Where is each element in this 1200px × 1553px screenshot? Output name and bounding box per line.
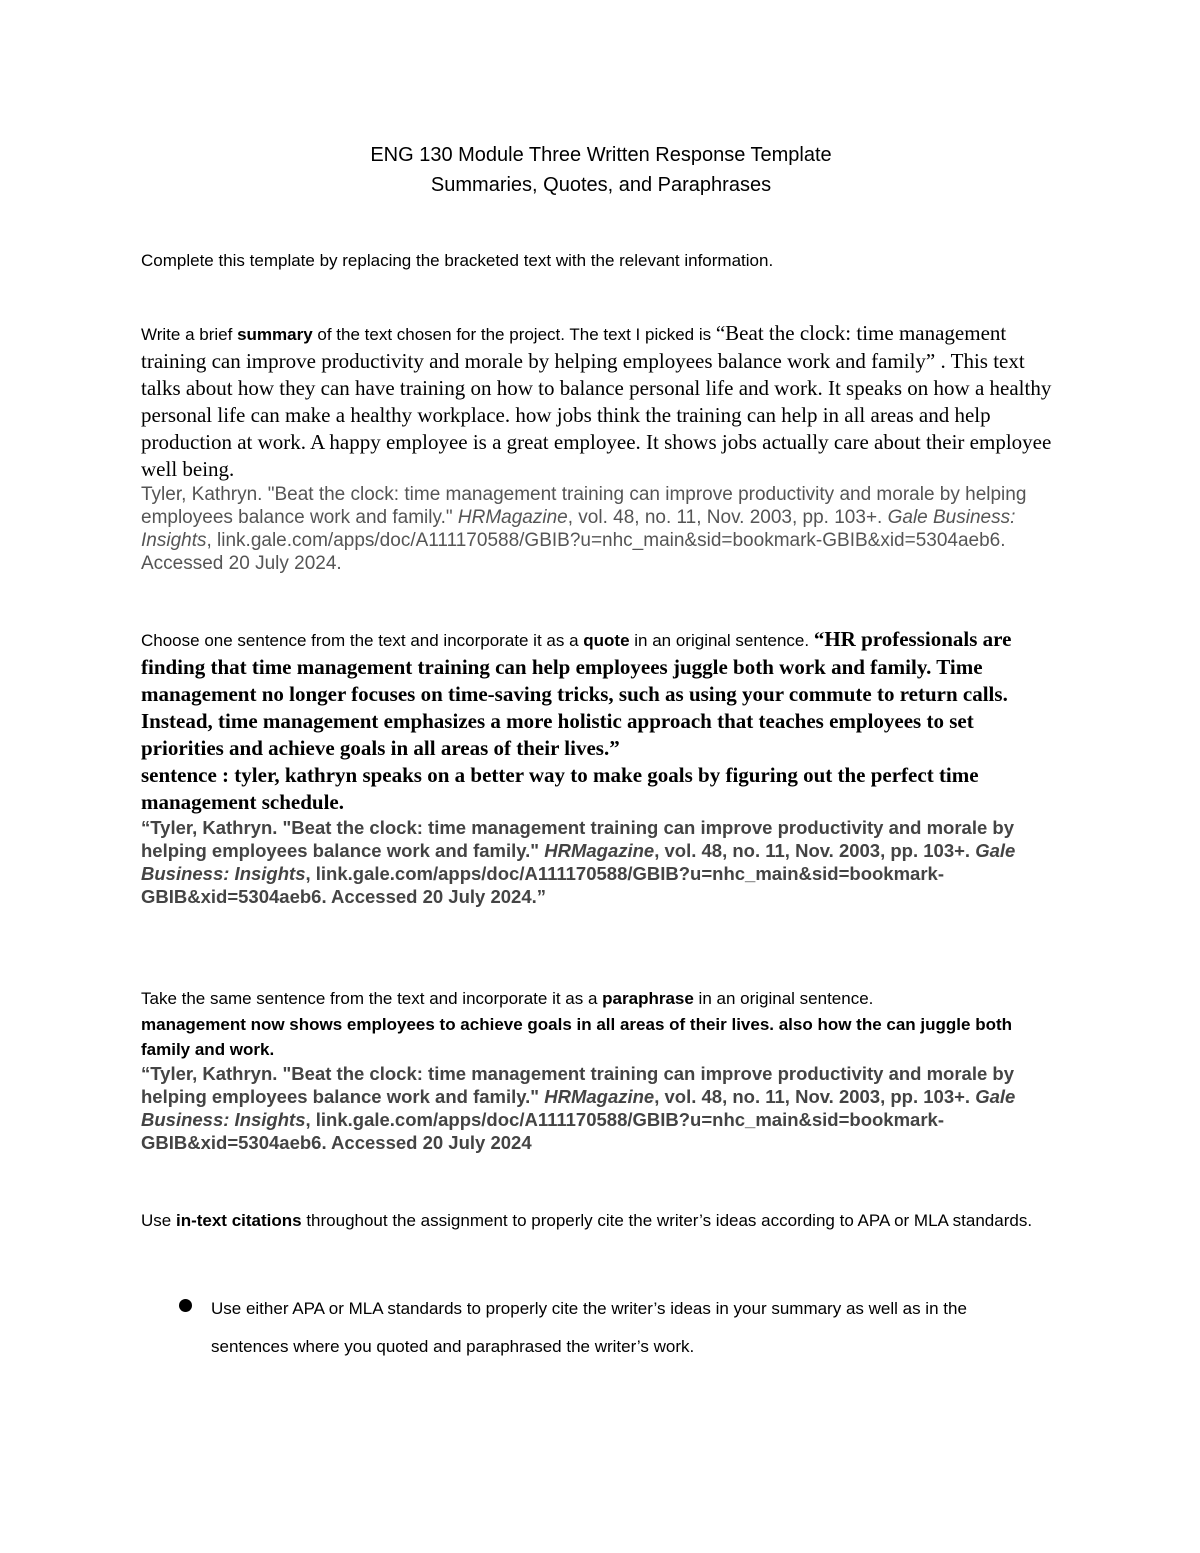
paraphrase-citation: “Tyler, Kathryn. "Beat the clock: time management training can improve productivity and morale by helping employees balance work and family." HRMagazine, vol. 48, no. 11, Nov. 2003, pp. 103+. Gale Business: Insights, link.gale.com/apps/doc/A111170588/GBIB?u=nhc_main&sid=bookmark-GBIB&xid=5304aeb6. Accessed 20 July 2024: [141, 1063, 1016, 1153]
quote-section: [141, 626, 1061, 908]
citation-journal: HRMagazine: [457, 507, 568, 528]
citations-note: Use in-text citations throughout the assignment to properly cite the writer’s ideas according to APA or MLA standards.: [141, 1211, 1033, 1230]
document-subtitle: Summaries, Quotes, and Paraphrases: [430, 174, 772, 196]
quote-keyword: quote: [583, 631, 630, 650]
quote-sentence: sentence : tyler, kathryn speaks on a better way to make goals by figuring out the perfect time management schedule.: [141, 763, 979, 814]
summary-instruction: Write a brief summary of the text chosen for the project. The text I picked is: [141, 325, 716, 344]
summary-citation: Tyler, Kathryn. "Beat the clock: time management training can improve productivity and morale by helping employees balance work and family." HRMagazine, vol. 48, no. 11, Nov. 2003, pp. 103+. Gale Business: Insights, link.gale.com/apps/doc/A111170588/GBIB?u=nhc_main&sid=bookmark-GBIB&xid=5304aeb6. Accessed 20 July 2024.: [141, 484, 1027, 574]
citation-database: Gale Business: Insights: [141, 840, 1016, 884]
document-title: ENG 130 Module Three Written Response Template: [370, 144, 832, 166]
quote-body: “HR professionals are finding that time management training can help employees juggle both work and family. Time management no longer focuses on time-saving tricks, such as using your commute to return calls. Instead, time management emphasizes a more holistic approach that teaches employees to set priorities and achieve goals in all areas of their lives.”: [141, 627, 1012, 760]
paraphrase-keyword: paraphrase: [602, 989, 694, 1008]
paraphrase-section: [141, 985, 1061, 1154]
intro-instruction: Complete this template by replacing the bracketed text with the relevant information.: [141, 251, 774, 270]
quote-instruction: Choose one sentence from the text and incorporate it as a quote in an original sentence.: [141, 631, 814, 650]
citation-database: Gale Business: Insights: [141, 507, 1016, 551]
summary-section: [141, 320, 1061, 575]
citation-database: Gale Business: Insights: [141, 1086, 1016, 1130]
bullet-text: Use either APA or MLA standards to properly cite the writer’s ideas in your summary as well as in the sentences where you quoted and paraphrased the writer’s work.: [211, 1299, 967, 1356]
summary-lead: The text I picked is: [569, 325, 716, 344]
summary-body: “Beat the clock: time management training can improve productivity and morale by helping employees balance work and family” . This text talks about how they can have training on how to balance personal life and work. It speaks on how a healthy personal life can make a healthy workplace. how jobs think the training can help in all areas and help production at work. A happy employee is a great employee. It shows jobs actually care about their employee well being.: [141, 321, 1052, 481]
citations-keyword: in-text citations: [175, 1211, 302, 1230]
paraphrase-body: management now shows employees to achieve goals in all areas of their lives. also how the can juggle both family and work.: [141, 1015, 1013, 1059]
citation-journal: HRMagazine: [544, 1086, 655, 1107]
summary-keyword: summary: [237, 325, 313, 344]
bullet-item: [179, 1290, 1049, 1366]
paraphrase-instruction: Take the same sentence from the text and incorporate it as a paraphrase in an original sentence.: [141, 989, 874, 1008]
title-block: [141, 140, 1061, 200]
citation-journal: HRMagazine: [544, 840, 655, 861]
bullet-dot-icon: [179, 1299, 192, 1312]
quote-citation: “Tyler, Kathryn. "Beat the clock: time management training can improve productivity and morale by helping employees balance work and family." HRMagazine, vol. 48, no. 11, Nov. 2003, pp. 103+. Gale Business: Insights, link.gale.com/apps/doc/A111170588/GBIB?u=nhc_main&sid=bookmark-GBIB&xid=5304aeb6. Accessed 20 July 2024.”: [141, 817, 1016, 907]
